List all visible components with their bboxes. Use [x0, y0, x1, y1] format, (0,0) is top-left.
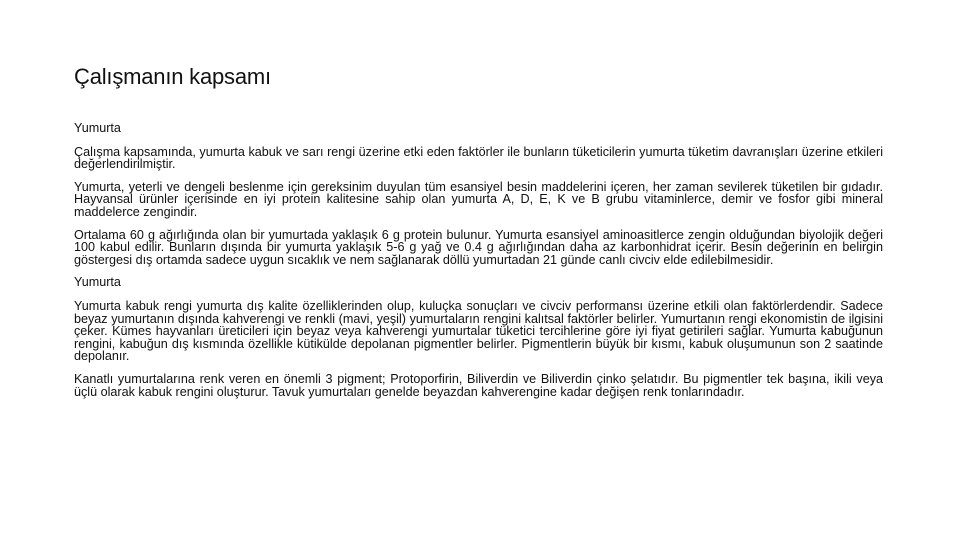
section-egg-scope	[74, 122, 883, 266]
paragraph: Çalışma kapsamında, yumurta kabuk ve sarı rengi üzerine etki eden faktörler ile bunların tüketicilerin yumurta tüketim davranışları üzerine etkileri değerlendirilmiştir.	[74, 144, 883, 172]
slide-title: Çalışmanın kapsamı	[74, 64, 271, 89]
paragraph: Kanatlı yumurtalarına renk veren en önemli 3 pigment; Protoporfirin, Biliverdin ve Biliverdin çinko şelatıdır. Bu pigmentler tek başına, ikili veya üçlü olarak kabuk rengini oluşturur. Tavuk yumurtaları genelde beyazdan kahverengine kadar değişen renk tonlarındadır.	[74, 371, 883, 399]
paragraph: Yumurta, yeterli ve dengeli beslenme için gereksinim duyulan tüm esansiyel besin maddelerini içeren, her zaman sevilerek tüketilen bir gıdadır. Hayvansal ürünler içerisinde en iyi protein kalitesine sahip olan yumurta A, D, E, K ve B grubu vitaminlerce, demir ve fosfor gibi mineral maddelerce zengindir.	[74, 179, 883, 219]
section-egg-shell-color	[74, 276, 883, 398]
slide-body	[74, 122, 883, 408]
section-heading: Yumurta	[74, 275, 121, 290]
paragraph: Ortalama 60 g ağırlığında olan bir yumurtada yaklaşık 6 g protein bulunur. Yumurta esansiyel aminoasitlerce zengin olduğundan biyolojik değeri 100 kabul edilir. Bunların dışında bir yumurta yaklaşık 5-6 g yağ ve 0.4 g ağırlığından daha az karbonhidrat içerir. Besin değerinin en belirgin göstergesi dış ortamda sadece uygun sıcaklık ve nem sağlanarak döllü yumurtadan 21 günde canlı civciv elde edilebilmesidir.	[74, 227, 883, 267]
paragraph: Yumurta kabuk rengi yumurta dış kalite özelliklerinden olup, kuluçka sonuçları ve civciv performansı üzerine etkili olan faktörlerdendir. Sadece beyaz yumurtanın dışında kahverengi ve renkli (mavi, yeşil) yumurtaların rengini kalıtsal faktörler belirler. Yumurtanın rengi ekonomistin de ilgisini çeker. Kümes hayvanları üreticileri için beyaz veya kahverengi yumurtalar tüketici tercihlerine göre iyi fiyat getirileri sağlar. Yumurta kabuğunun rengini, kabuğun dış kısmında özellikle kütikülde depolanan pigmentler belirler. Pigmentlerin büyük bir kısmı, kabuk oluşumunun son 2 saatinde depolanır.	[74, 298, 883, 364]
section-heading: Yumurta	[74, 121, 121, 135]
